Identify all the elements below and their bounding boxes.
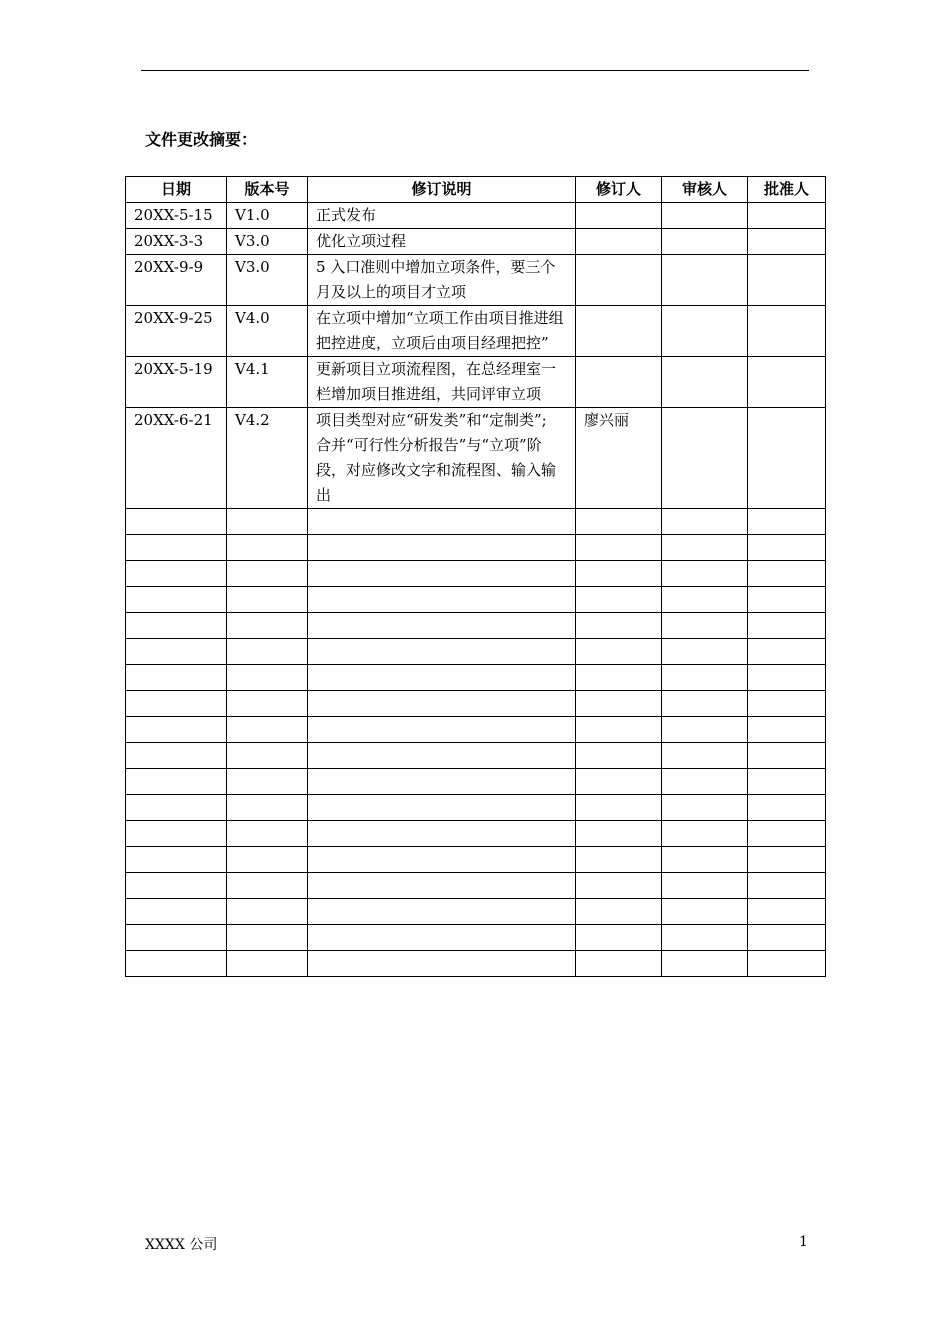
cell-description: 正式发布 <box>308 203 576 229</box>
cell-empty <box>576 509 662 535</box>
cell-version: V3.0 <box>227 229 308 255</box>
cell-approver <box>748 203 826 229</box>
col-header-version: 版本号 <box>227 177 308 203</box>
cell-empty <box>126 561 227 587</box>
empty-table-row <box>126 925 826 951</box>
empty-table-row <box>126 561 826 587</box>
footer-company: XXXX 公司 <box>145 1237 218 1253</box>
empty-table-row <box>126 535 826 561</box>
cell-empty <box>308 847 576 873</box>
col-header-reviewer: 审核人 <box>662 177 748 203</box>
cell-empty <box>576 717 662 743</box>
cell-empty <box>662 717 748 743</box>
cell-empty <box>126 769 227 795</box>
cell-empty <box>576 873 662 899</box>
cell-approver <box>748 357 826 408</box>
cell-empty <box>748 769 826 795</box>
cell-empty <box>227 509 308 535</box>
cell-empty <box>227 847 308 873</box>
cell-empty <box>662 613 748 639</box>
cell-version: V3.0 <box>227 255 308 306</box>
cell-empty <box>227 951 308 977</box>
cell-empty <box>748 587 826 613</box>
cell-empty <box>576 951 662 977</box>
cell-empty <box>227 587 308 613</box>
col-header-date: 日期 <box>126 177 227 203</box>
revision-table <box>125 176 826 977</box>
table-row <box>126 203 826 229</box>
empty-table-row <box>126 847 826 873</box>
cell-version: V4.0 <box>227 306 308 357</box>
empty-table-row <box>126 951 826 977</box>
cell-empty <box>227 613 308 639</box>
cell-reviser <box>576 357 662 408</box>
cell-empty <box>748 613 826 639</box>
cell-empty <box>126 899 227 925</box>
cell-empty <box>126 821 227 847</box>
cell-empty <box>126 847 227 873</box>
cell-empty <box>126 613 227 639</box>
empty-table-row <box>126 665 826 691</box>
cell-empty <box>748 873 826 899</box>
header-rule <box>141 70 809 71</box>
col-header-description: 修订说明 <box>308 177 576 203</box>
cell-approver <box>748 255 826 306</box>
empty-table-row <box>126 821 826 847</box>
cell-empty <box>662 899 748 925</box>
empty-table-row <box>126 769 826 795</box>
cell-empty <box>308 925 576 951</box>
cell-empty <box>748 899 826 925</box>
cell-reviser <box>576 229 662 255</box>
cell-reviewer <box>662 306 748 357</box>
cell-empty <box>308 795 576 821</box>
table-body <box>126 203 826 977</box>
cell-empty <box>126 691 227 717</box>
cell-empty <box>748 743 826 769</box>
cell-empty <box>662 873 748 899</box>
cell-reviewer <box>662 255 748 306</box>
cell-version: V4.1 <box>227 357 308 408</box>
cell-empty <box>308 769 576 795</box>
cell-empty <box>308 821 576 847</box>
empty-table-row <box>126 509 826 535</box>
cell-empty <box>576 561 662 587</box>
cell-empty <box>662 847 748 873</box>
cell-empty <box>308 691 576 717</box>
cell-reviser <box>576 203 662 229</box>
empty-table-row <box>126 691 826 717</box>
cell-empty <box>227 691 308 717</box>
cell-empty <box>308 951 576 977</box>
cell-empty <box>576 769 662 795</box>
cell-empty <box>576 743 662 769</box>
cell-empty <box>308 665 576 691</box>
cell-empty <box>662 691 748 717</box>
cell-empty <box>227 639 308 665</box>
cell-empty <box>748 821 826 847</box>
cell-empty <box>308 509 576 535</box>
cell-empty <box>227 873 308 899</box>
section-title: 文件更改摘要： <box>145 130 258 149</box>
cell-empty <box>662 561 748 587</box>
cell-empty <box>576 535 662 561</box>
cell-date: 20XX-9-25 <box>126 306 227 357</box>
empty-table-row <box>126 717 826 743</box>
cell-empty <box>227 795 308 821</box>
cell-date: 20XX-5-15 <box>126 203 227 229</box>
cell-empty <box>748 535 826 561</box>
cell-empty <box>126 665 227 691</box>
cell-empty <box>576 821 662 847</box>
cell-empty <box>576 925 662 951</box>
cell-empty <box>227 665 308 691</box>
cell-empty <box>748 691 826 717</box>
cell-empty <box>227 899 308 925</box>
cell-empty <box>308 717 576 743</box>
cell-empty <box>126 587 227 613</box>
cell-reviewer <box>662 408 748 509</box>
cell-empty <box>227 769 308 795</box>
cell-empty <box>662 665 748 691</box>
table-row <box>126 255 826 306</box>
empty-table-row <box>126 587 826 613</box>
cell-empty <box>126 951 227 977</box>
cell-reviewer <box>662 203 748 229</box>
cell-empty <box>748 847 826 873</box>
cell-empty <box>227 743 308 769</box>
cell-empty <box>126 873 227 899</box>
cell-empty <box>227 925 308 951</box>
cell-empty <box>126 535 227 561</box>
cell-empty <box>308 639 576 665</box>
cell-empty <box>576 587 662 613</box>
cell-empty <box>308 613 576 639</box>
cell-empty <box>662 795 748 821</box>
cell-empty <box>227 821 308 847</box>
cell-empty <box>576 665 662 691</box>
cell-empty <box>748 665 826 691</box>
cell-empty <box>576 847 662 873</box>
cell-description: 在立项中增加“立项工作由项目推进组把控进度，立项后由项目经理把控” <box>308 306 576 357</box>
cell-reviewer <box>662 229 748 255</box>
cell-description: 优化立项过程 <box>308 229 576 255</box>
table-row <box>126 357 826 408</box>
empty-table-row <box>126 899 826 925</box>
col-header-approver: 批准人 <box>748 177 826 203</box>
cell-empty <box>126 925 227 951</box>
cell-empty <box>227 561 308 587</box>
cell-empty <box>662 743 748 769</box>
cell-empty <box>576 691 662 717</box>
cell-reviewer <box>662 357 748 408</box>
cell-date: 20XX-3-3 <box>126 229 227 255</box>
cell-empty <box>662 951 748 977</box>
cell-empty <box>227 717 308 743</box>
empty-table-row <box>126 795 826 821</box>
cell-empty <box>126 717 227 743</box>
table-header-row <box>126 177 826 203</box>
cell-empty <box>748 717 826 743</box>
empty-table-row <box>126 639 826 665</box>
cell-empty <box>308 535 576 561</box>
table-row <box>126 229 826 255</box>
cell-date: 20XX-9-9 <box>126 255 227 306</box>
cell-reviser <box>576 255 662 306</box>
cell-date: 20XX-5-19 <box>126 357 227 408</box>
cell-empty <box>576 639 662 665</box>
cell-empty <box>662 639 748 665</box>
col-header-reviser: 修订人 <box>576 177 662 203</box>
empty-table-row <box>126 873 826 899</box>
cell-empty <box>662 587 748 613</box>
cell-approver <box>748 408 826 509</box>
footer-page-number: 1 <box>799 1234 808 1250</box>
cell-empty <box>748 561 826 587</box>
cell-empty <box>126 509 227 535</box>
table-row <box>126 306 826 357</box>
cell-approver <box>748 306 826 357</box>
cell-empty <box>308 743 576 769</box>
cell-empty <box>126 795 227 821</box>
cell-empty <box>662 925 748 951</box>
cell-empty <box>748 639 826 665</box>
cell-empty <box>748 925 826 951</box>
cell-approver <box>748 229 826 255</box>
cell-empty <box>748 951 826 977</box>
cell-description: 更新项目立项流程图，在总经理室一栏增加项目推进组，共同评审立项 <box>308 357 576 408</box>
empty-table-row <box>126 743 826 769</box>
cell-empty <box>576 613 662 639</box>
cell-version: V1.0 <box>227 203 308 229</box>
cell-empty <box>662 535 748 561</box>
empty-table-row <box>126 613 826 639</box>
cell-empty <box>662 821 748 847</box>
cell-empty <box>308 561 576 587</box>
cell-empty <box>576 795 662 821</box>
cell-empty <box>126 639 227 665</box>
cell-empty <box>576 899 662 925</box>
cell-empty <box>308 587 576 613</box>
cell-date: 20XX-6-21 <box>126 408 227 509</box>
cell-empty <box>126 743 227 769</box>
cell-reviser <box>576 306 662 357</box>
cell-empty <box>748 795 826 821</box>
cell-empty <box>227 535 308 561</box>
cell-empty <box>308 873 576 899</box>
cell-empty <box>662 509 748 535</box>
cell-version: V4.2 <box>227 408 308 509</box>
cell-empty <box>662 769 748 795</box>
table-row <box>126 408 826 509</box>
cell-empty <box>748 509 826 535</box>
cell-empty <box>308 899 576 925</box>
cell-reviser: 廖兴丽 <box>576 408 662 509</box>
cell-description: 5 入口准则中增加立项条件，要三个月及以上的项目才立项 <box>308 255 576 306</box>
cell-description: 项目类型对应“研发类”和“定制类”; 合并“可行性分析报告”与“立项”阶段，对应修改文字和流程图、输入输出 <box>308 408 576 509</box>
